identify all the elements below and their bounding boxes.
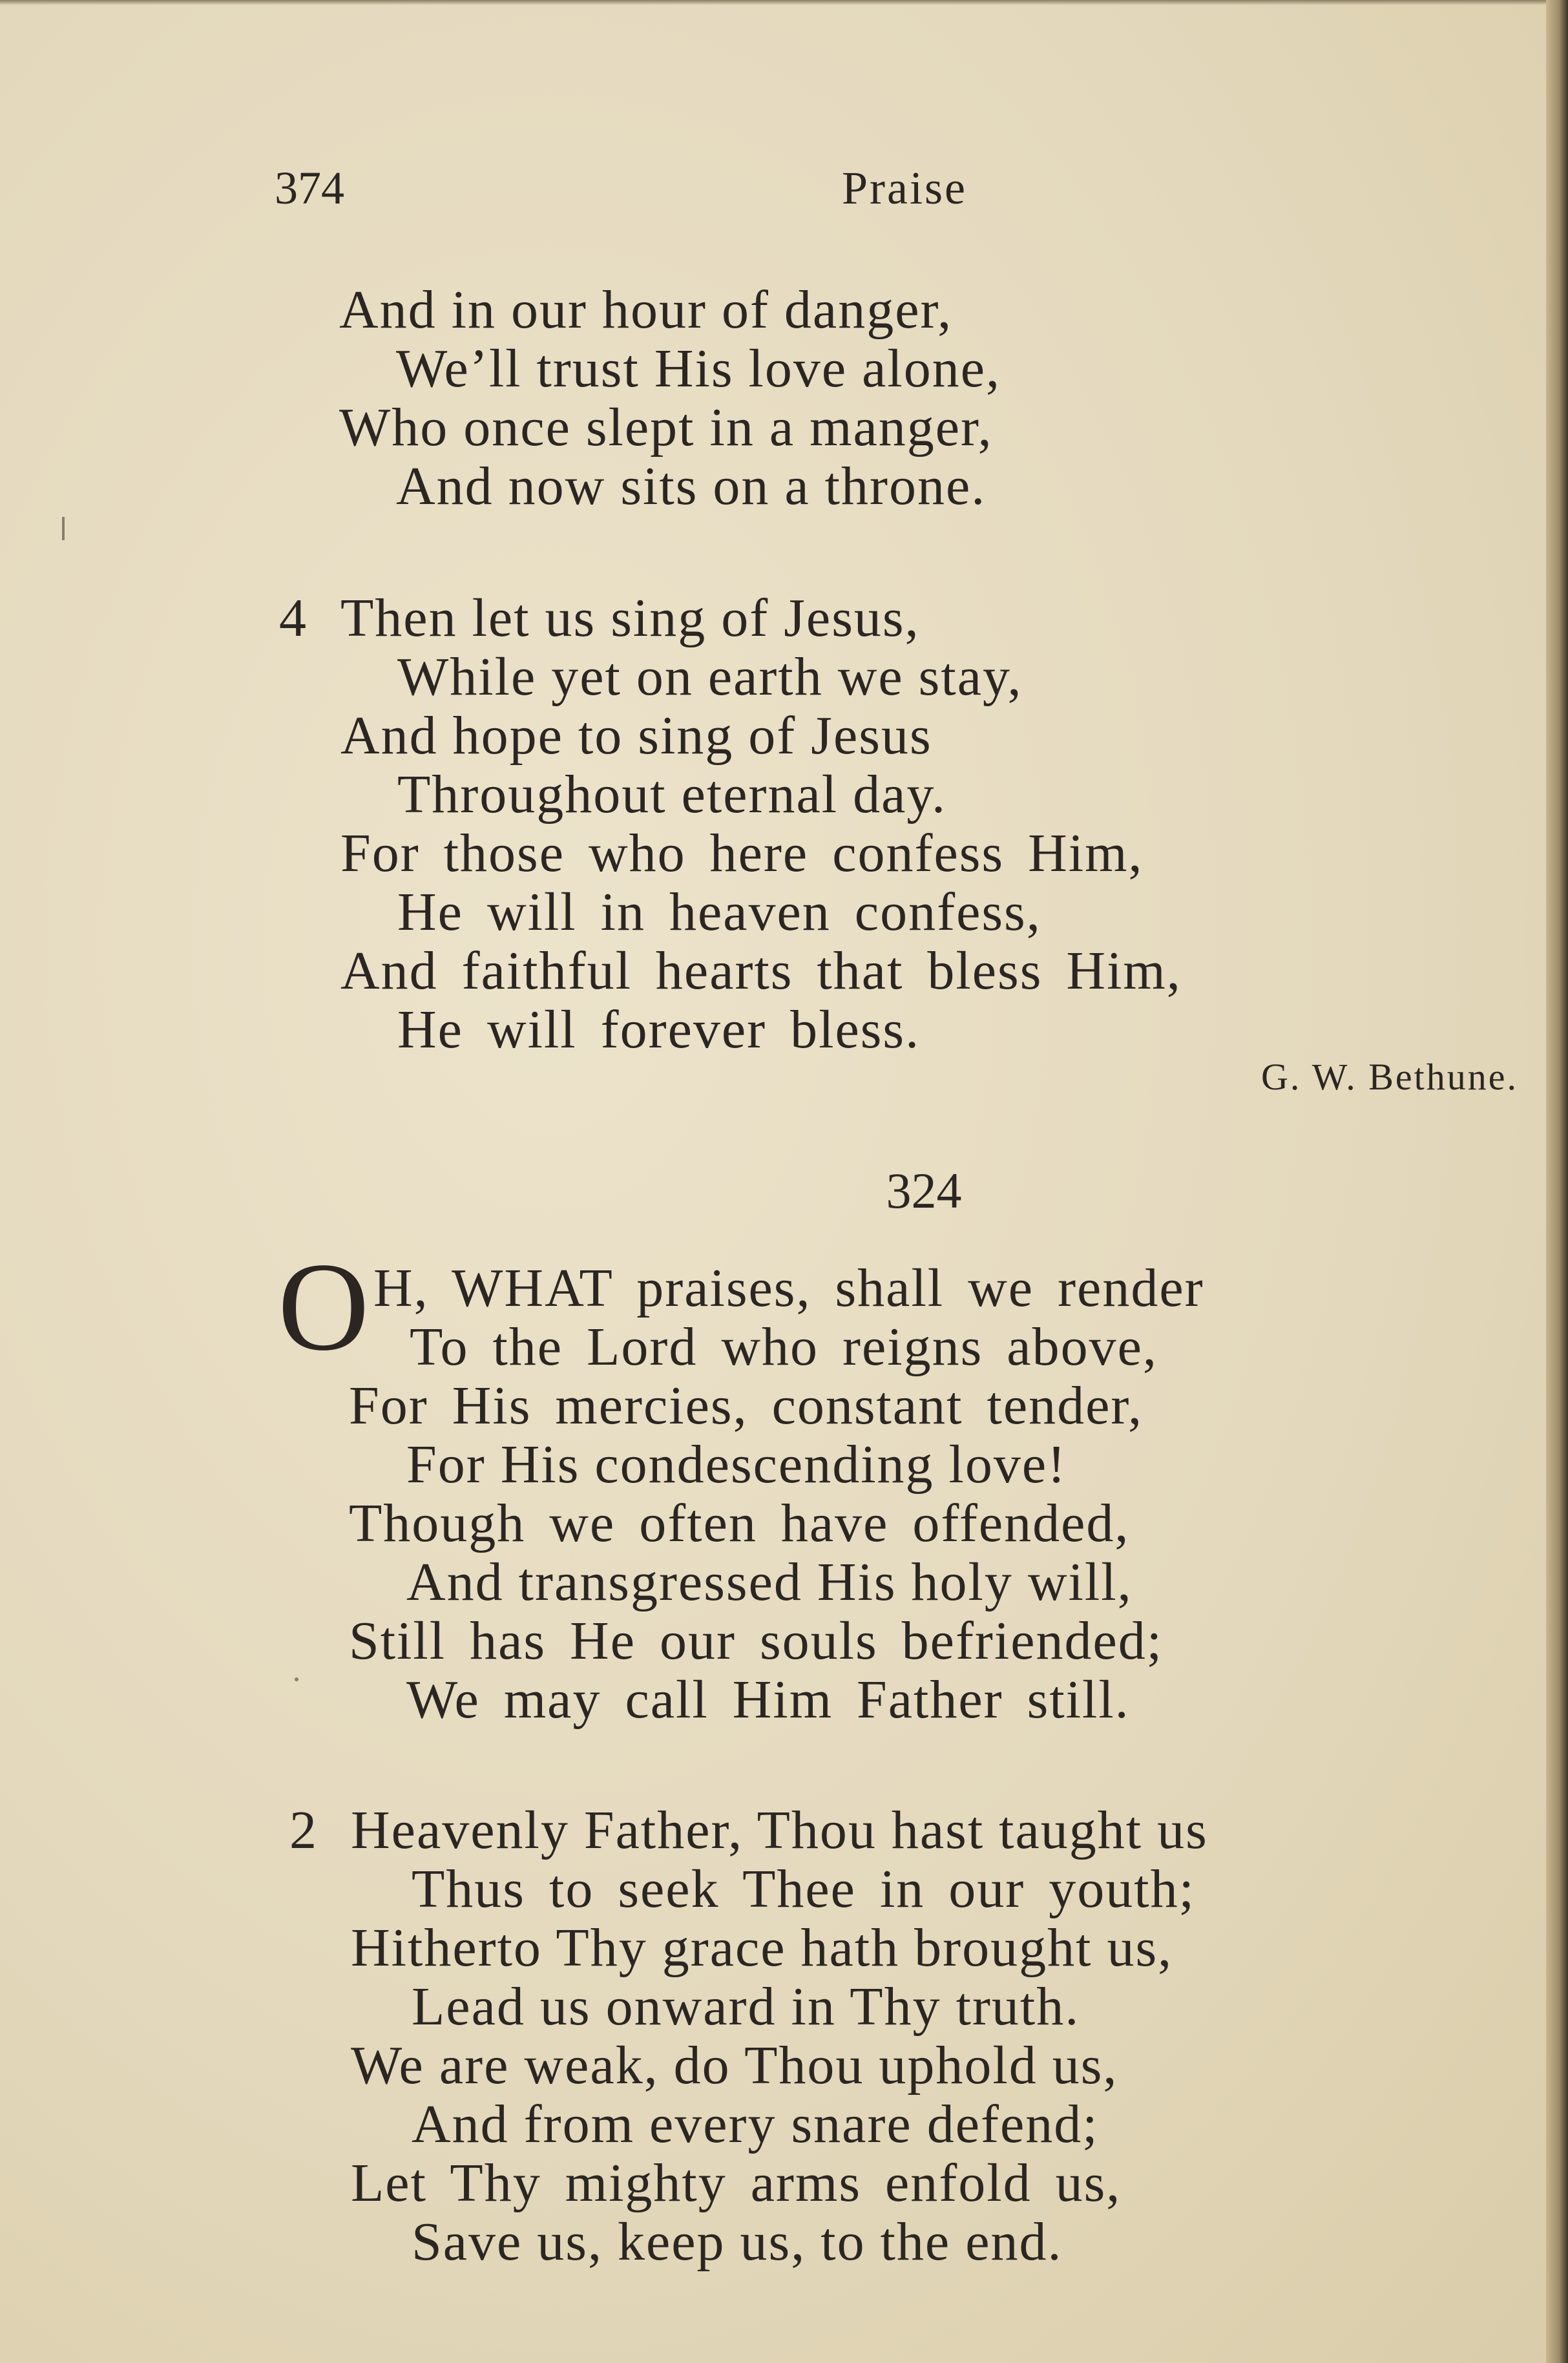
verse-line: Who once slept in a manger,	[339, 397, 993, 457]
verse-line: And in our hour of danger,	[339, 280, 953, 340]
verse-line: He will forever bless.	[397, 1000, 921, 1060]
hymn-number: 324	[886, 1162, 962, 1219]
verse-line: And hope to sing of Jesus	[340, 706, 932, 766]
verse-line: Though we often have offended,	[349, 1493, 1130, 1553]
verse-line: We may call Him Father still.	[406, 1670, 1130, 1730]
verse-line: We are weak, do Thou uphold us,	[351, 2035, 1118, 2095]
verse-line: Still has He our souls befriended;	[349, 1611, 1164, 1671]
page-top-shadow	[0, 0, 1568, 5]
verse-line: We’ll trust His love alone,	[396, 339, 1001, 399]
verse-line: For His mercies, constant tender,	[349, 1376, 1144, 1436]
verse-line: H, WHAT praises, shall we render	[373, 1258, 1204, 1318]
verse-line: For His condescending love!	[406, 1434, 1067, 1495]
verse-line: To the Lord who reigns above,	[410, 1317, 1158, 1377]
verse-line: He will in heaven confess,	[397, 882, 1041, 942]
verse-line: Throughout eternal day.	[397, 764, 946, 824]
page-header	[275, 159, 985, 217]
drop-cap: O	[278, 1237, 370, 1377]
scan-speck	[295, 1677, 298, 1681]
verse-line: For those who here confess Him,	[340, 823, 1144, 883]
page-number: 374	[275, 162, 344, 214]
author-attribution: G. W. Bethune.	[1260, 1056, 1518, 1098]
verse-line: Then let us sing of Jesus,	[340, 588, 920, 648]
stanza-number: 2	[289, 1800, 317, 1860]
stanza-number: 4	[279, 588, 306, 648]
verse-line: Let Thy mighty arms enfold us,	[351, 2153, 1122, 2213]
verse-line: And from every snare defend;	[412, 2094, 1099, 2154]
verse-line: And transgressed His holy will,	[406, 1552, 1133, 1612]
verse-line: Save us, keep us, to the end.	[412, 2212, 1063, 2272]
verse-line: Lead us onward in Thy truth.	[412, 1977, 1080, 2037]
verse-line: Thus to seek Thee in our youth;	[412, 1859, 1195, 1919]
running-head: Praise	[842, 162, 967, 214]
verse-line: And now sits on a throne.	[396, 456, 987, 516]
verse-line: Hitherto Thy grace hath brought us,	[351, 1918, 1173, 1978]
scan-speck	[62, 517, 65, 540]
verse-line: While yet on earth we stay,	[397, 647, 1023, 707]
verse-line: And faithful hearts that bless Him,	[340, 941, 1182, 1001]
page-binding-edge	[1546, 0, 1568, 2363]
verse-line: Heavenly Father, Thou hast taught us	[351, 1800, 1208, 1860]
